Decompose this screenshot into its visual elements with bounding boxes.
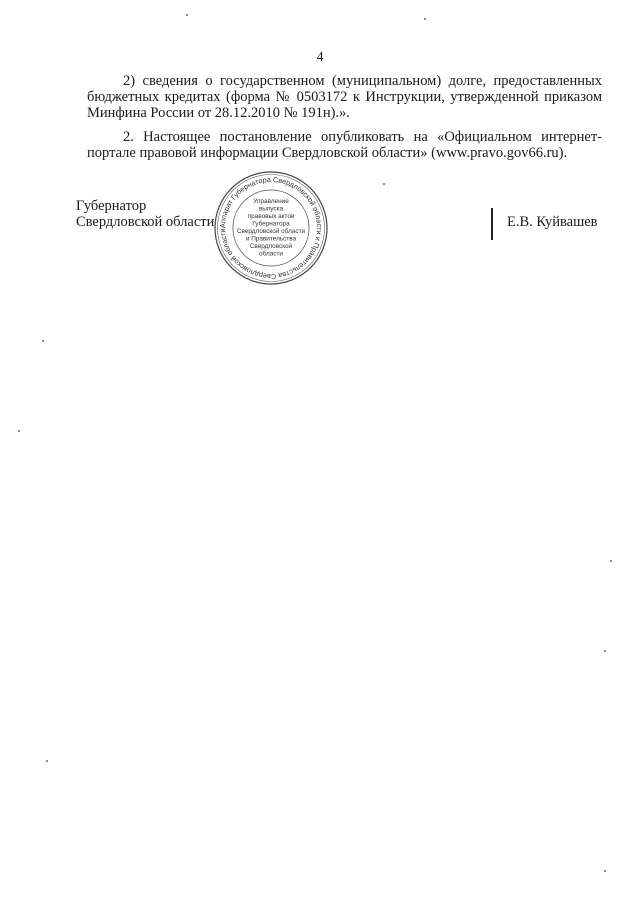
paragraph-text: 2. Настоящее постановление опубликовать на «Официальном интернет-портале правовой информации Свердловской области» (www.pravo.gov66.ru). [87, 129, 602, 161]
seal-center-line: Свердловской области [236, 228, 306, 235]
handwritten-signature-mark [491, 208, 493, 240]
paragraph-publication [87, 129, 602, 161]
scan-speck [604, 870, 606, 872]
official-seal-stamp [213, 170, 329, 286]
scan-speck [186, 14, 188, 16]
page-number: 4 [316, 50, 324, 65]
scan-speck [604, 650, 606, 652]
paragraph-text: 2) сведения о государственном (муниципальном) долге, предоставленных бюджетных кредитах (форма № 0503172 к Инструкции, утвержденной приказом Минфина России от 28.12.2010 № 191н).». [87, 73, 602, 121]
seal-center-line: Губернатора [252, 220, 290, 228]
seal-ring-text: Аппарат Губернатора Свердловской области и Правительства Свердловской области [217, 174, 325, 282]
seal-center-line: области [259, 250, 283, 258]
scan-speck [42, 340, 44, 342]
scan-speck [383, 183, 385, 185]
scan-speck [424, 18, 426, 20]
seal-center-line: Свердловской [249, 243, 293, 250]
seal-graphic [213, 170, 329, 286]
seal-center-line: Управление [253, 198, 289, 205]
signatory-position [76, 198, 214, 230]
scan-speck [46, 760, 48, 762]
scan-speck [610, 560, 612, 562]
seal-center-line: и Правительства [245, 235, 297, 243]
seal-center-text-group [237, 198, 306, 258]
position-title: Губернатор [76, 198, 147, 214]
seal-center-line: правовых актов [247, 213, 295, 220]
scan-speck [18, 430, 20, 432]
position-region: Свердловской области [76, 214, 215, 230]
seal-center-line: выпуска [258, 205, 284, 213]
paragraph-debt-info [87, 73, 602, 121]
signatory-name: Е.В. Куйвашев [507, 214, 598, 230]
